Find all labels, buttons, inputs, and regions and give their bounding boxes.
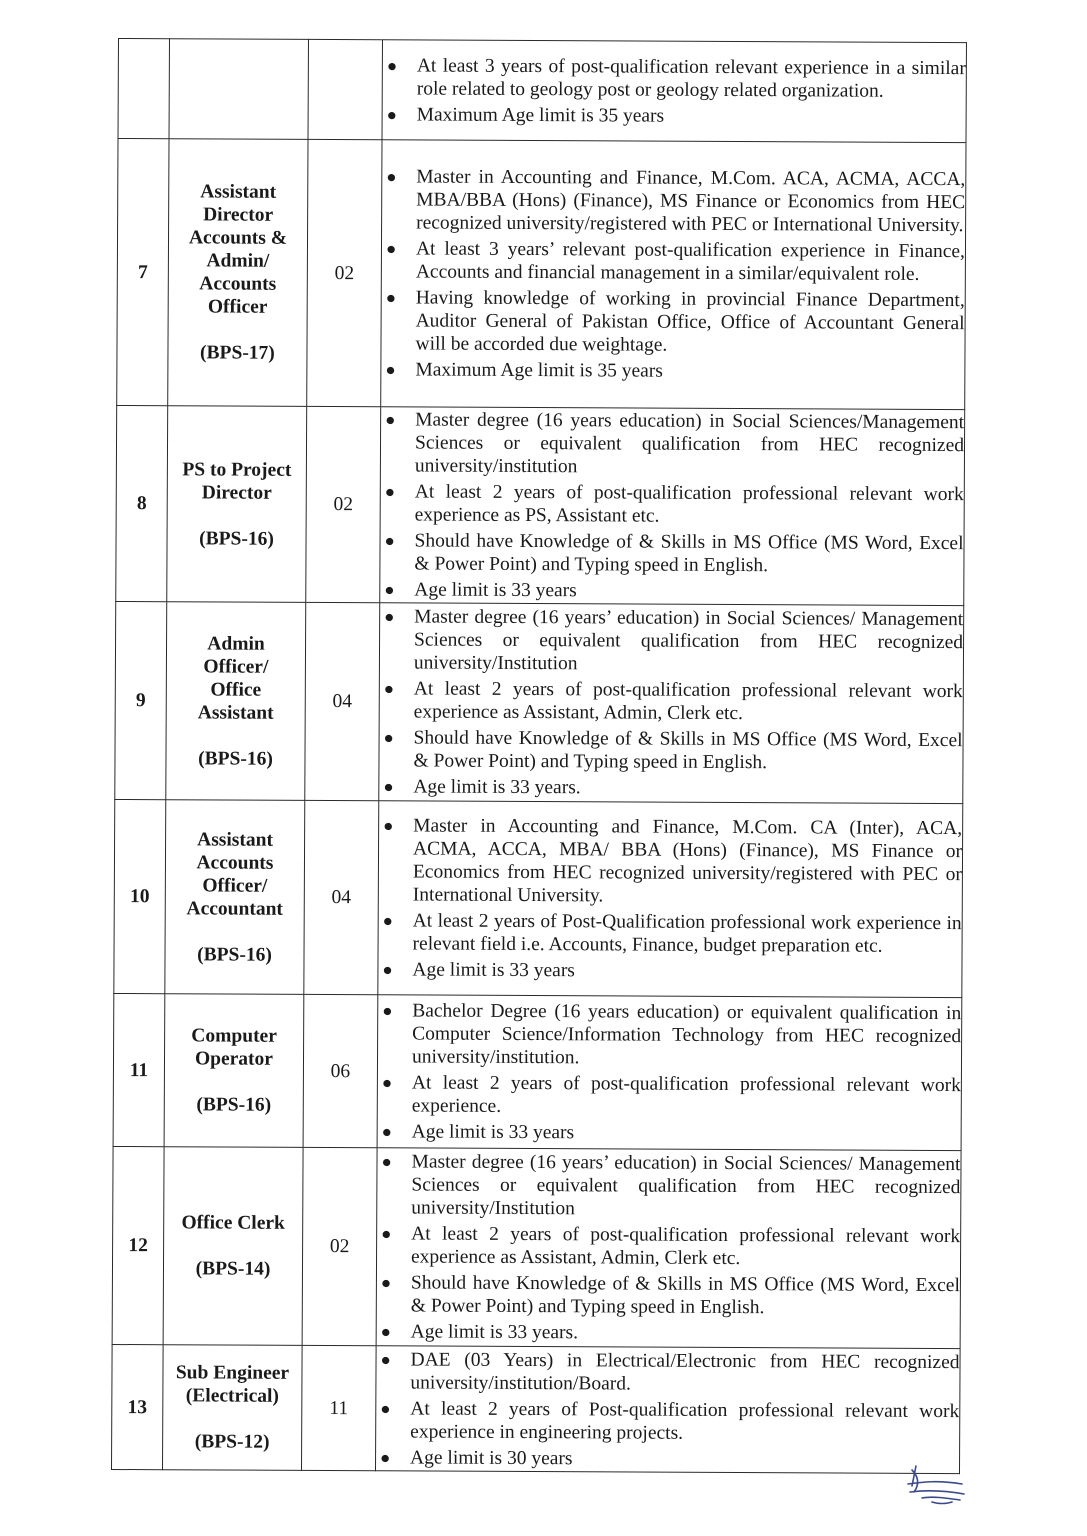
serial-number-cell [118,39,169,139]
post-name-cell [168,139,308,407]
bullet-icon: ● [383,679,395,699]
bullet-icon: ● [383,777,394,797]
post-title-line: Director [203,204,274,226]
bps-scale: (BPS-17) [200,342,275,364]
bps-scale: (BPS-16) [197,943,272,966]
criteria-item [381,480,964,529]
criteria-text: Bachelor Degree (16 years education) or equivalent qualification in Computer Science/Information Technology from HEC recognized university/institution. [411,1000,962,1069]
eligibility-criteria-cell [376,1346,961,1474]
criteria-text: Age limit is 33 years [414,579,577,602]
bullet-icon: ● [380,1398,391,1418]
post-title-line: Accounts & [188,227,288,249]
criteria-text: Age limit is 30 years [410,1446,573,1469]
criteria-text: Should have Knowledge of & Skills in MS Office (MS Word, Excel & Power Point) and Typing speed in English. [413,727,963,774]
criteria-list [376,1348,960,1472]
criteria-text: At least 2 years of post-qualification professional relevant work experience. [411,1072,961,1117]
eligibility-criteria-cell [379,603,964,804]
criteria-text: At least 2 years of Post-qualification professional relevant work experience in engineering projects. [410,1397,960,1444]
criteria-text: Should have Knowledge of & Skills in MS Office (MS Word, Excel & Power Point) and Typing speed in English. [410,1272,960,1319]
bullet-icon: ● [380,1349,391,1369]
criteria-text: Age limit is 33 years. [413,776,581,799]
post-title-line: Admin/ [206,250,270,272]
serial-number-cell: 8 [116,405,168,601]
bullet-icon: ● [385,360,396,380]
criteria-list [379,605,963,801]
criteria-text: Maximum Age limit is 35 years [416,103,665,127]
criteria-text: At least 2 years of post-qualification professional relevant work experience as Assistant, Admin, Clerk etc. [410,1223,961,1270]
number-of-posts-cell: 02 [306,406,381,602]
bullet-icon: ● [385,239,397,259]
table-row [116,405,965,605]
eligibility-criteria-cell [381,140,966,410]
bullet-icon: ● [383,816,394,836]
number-of-posts-cell [308,39,382,139]
bullet-icon: ● [381,1073,393,1093]
post-title-line: Accounts [199,273,277,295]
criteria-item [380,578,963,604]
number-of-posts-cell: 04 [304,800,379,994]
criteria-item [380,605,963,677]
criteria-text: Master in Accounting and Finance, M.Com. ACA, ACMA, ACCA, MBA/BBA (Hons) (Finance), MS Finance or Economics from HEC recognized university/registered with PEC or International University. [416,166,966,237]
criteria-list [381,165,965,384]
bullet-icon: ● [380,1322,392,1342]
criteria-item [378,1120,961,1146]
criteria-item [378,999,961,1071]
post-title-line: Computer [191,1025,277,1047]
criteria-item [378,958,961,984]
bullet-icon: ● [386,104,397,124]
number-of-posts-cell: 11 [302,1345,377,1470]
criteria-item [382,237,965,286]
post-title-line: Admin [207,632,265,655]
eligibility-criteria-cell [378,801,963,998]
criteria-item [380,677,963,726]
table-row [112,1146,961,1348]
number-of-posts-cell: 02 [307,139,382,406]
number-of-posts-cell: 04 [305,602,380,800]
bullet-icon: ● [382,960,393,980]
eligibility-criteria-cell [382,40,966,143]
post-title-line: Accountant [186,897,284,920]
criteria-item [381,358,964,384]
serial-number-cell: 12 [112,1146,164,1344]
bullet-icon: ● [386,167,397,187]
table-row [117,139,966,410]
bullet-icon: ● [381,1224,392,1244]
bullet-icon: ● [384,482,396,502]
criteria-item [377,1320,960,1346]
post-title-line: Office [210,678,262,701]
serial-number-cell: 7 [117,139,169,406]
criteria-text: Age limit is 33 years. [410,1321,579,1344]
post-name-cell [169,39,308,140]
bullet-icon: ● [385,410,396,430]
criteria-item [377,1222,960,1271]
bullet-icon: ● [383,728,394,748]
criteria-list [378,999,962,1146]
criteria-item [376,1397,959,1446]
criteria-item [377,1271,960,1320]
criteria-item [379,909,962,958]
post-name-cell [163,1345,303,1471]
number-of-posts-cell: 06 [303,994,378,1147]
post-name-cell [165,800,305,995]
criteria-item [377,1150,960,1222]
post-title-line: Officer [207,296,268,318]
criteria-list [383,54,966,129]
post-title-line: Officer/ [203,655,269,678]
serial-number-cell: 9 [115,601,167,799]
criteria-item [378,1071,961,1120]
bullet-icon: ● [380,1273,392,1293]
criteria-text: Age limit is 33 years [411,1121,575,1144]
bps-scale: (BPS-14) [195,1258,271,1280]
vacancy-criteria-table [111,38,967,1474]
criteria-item [383,103,966,129]
post-title-line: Assistant [197,828,274,851]
criteria-text: Master in Accounting and Finance, M.Com. CA (Inter), ACA, ACMA, ACCA, MBA/ BBA (Hons) (Finance), MS Finance or Economics from HEC recognized university/registered with PEC or International University. [412,815,963,907]
criteria-item [381,286,964,358]
criteria-text: Age limit is 33 years [412,959,575,982]
criteria-item [379,726,962,775]
criteria-text: At least 2 years of post-qualification professional relevant work experience as Assistant, Admin, Clerk etc. [413,678,963,725]
criteria-item [379,814,962,909]
criteria-text: At least 3 years’ relevant post-qualification experience in Finance, Accounts and financial management in a similar/equivalent role. [415,238,966,285]
post-title-line: Sub Engineer [175,1362,290,1384]
criteria-text: Maximum Age limit is 35 years [415,359,663,382]
post-title-line: Officer/ [202,874,268,897]
bps-scale: (BPS-16) [198,747,273,770]
post-name-cell [164,994,304,1148]
bullet-icon: ● [384,607,395,627]
table-row [113,993,962,1150]
criteria-text: Should have Knowledge of & Skills in MS Office (MS Word, Excel & Power Point) and Typing speed in English. [414,530,964,577]
criteria-text: Having knowledge of working in provincial Finance Department, Auditor General of Pakistan Office, Office of Accountant General will be accorded due weightage. [415,287,965,356]
criteria-item [379,775,962,801]
table-body [112,39,967,1474]
post-name-cell [163,1147,303,1346]
criteria-text: At least 3 years of post-qualification relevant experience in a similar role related to geology post or geology related organization. [416,54,966,102]
criteria-text: DAE (03 Years) in Electrical/Electronic from HEC recognized university/institution/Board. [410,1348,960,1395]
criteria-text: Master degree (16 years’ education) in Social Sciences/ Management Sciences or equivalent qualification from HEC recognized university/Institution [413,606,964,675]
criteria-item [383,54,966,103]
number-of-posts-cell: 02 [302,1147,377,1345]
bullet-icon: ● [382,911,394,931]
post-title-line: Assistant [197,701,274,724]
eligibility-criteria-cell [377,995,962,1151]
bullet-icon: ● [384,580,395,600]
post-title-line: Operator [194,1048,274,1070]
criteria-list [377,1150,961,1346]
table-row [112,1344,961,1473]
bullet-icon: ● [380,1447,391,1467]
criteria-list [380,408,964,604]
criteria-item [376,1348,959,1397]
eligibility-criteria-cell [376,1148,961,1349]
post-title-line: (Electrical) [185,1385,279,1407]
bps-scale: (BPS-16) [199,527,274,550]
criteria-item [381,408,964,480]
bullet-icon: ● [381,1152,392,1172]
serial-number-cell: 10 [114,799,166,993]
bullet-icon: ● [385,288,397,308]
serial-number-cell: 13 [112,1344,164,1469]
criteria-item [376,1446,959,1472]
bullet-icon: ● [386,55,398,75]
criteria-text: Master degree (16 years education) in Social Sciences/Management Sciences or equivalent qualification from HEC recognized university/institution [414,409,965,478]
post-title-line: Director [201,481,272,504]
serial-number-cell: 11 [113,993,165,1146]
bullet-icon: ● [382,1001,393,1021]
table-row [114,799,963,997]
post-title-line: PS to Project [182,458,292,481]
bps-scale: (BPS-12) [194,1431,270,1453]
bullet-icon: ● [381,1122,392,1142]
post-title-line: Accounts [196,851,274,874]
bullet-icon: ● [384,531,395,551]
post-name-cell [167,406,307,603]
post-title-line: Office Clerk [181,1212,285,1234]
signature-mark [902,1462,972,1508]
criteria-text: At least 2 years of post-qualification professional relevant work experience as PS, Assistant etc. [414,481,964,527]
criteria-list [378,814,962,984]
criteria-item [380,529,963,578]
post-title-line: Assistant [200,181,277,203]
eligibility-criteria-cell [380,407,965,606]
table-row [118,39,966,143]
post-name-cell [166,602,306,801]
bps-scale: (BPS-16) [196,1094,272,1116]
criteria-text: Master degree (16 years’ education) in Social Sciences/ Management Sciences or equivalent qualification from HEC recognized university/Institution [411,1151,961,1220]
criteria-item [382,165,965,237]
criteria-text: At least 2 years of Post-Qualification professional work experience in relevant field i.e. Accounts, Finance, budget preparation etc. [412,910,962,957]
table-row [115,601,964,803]
